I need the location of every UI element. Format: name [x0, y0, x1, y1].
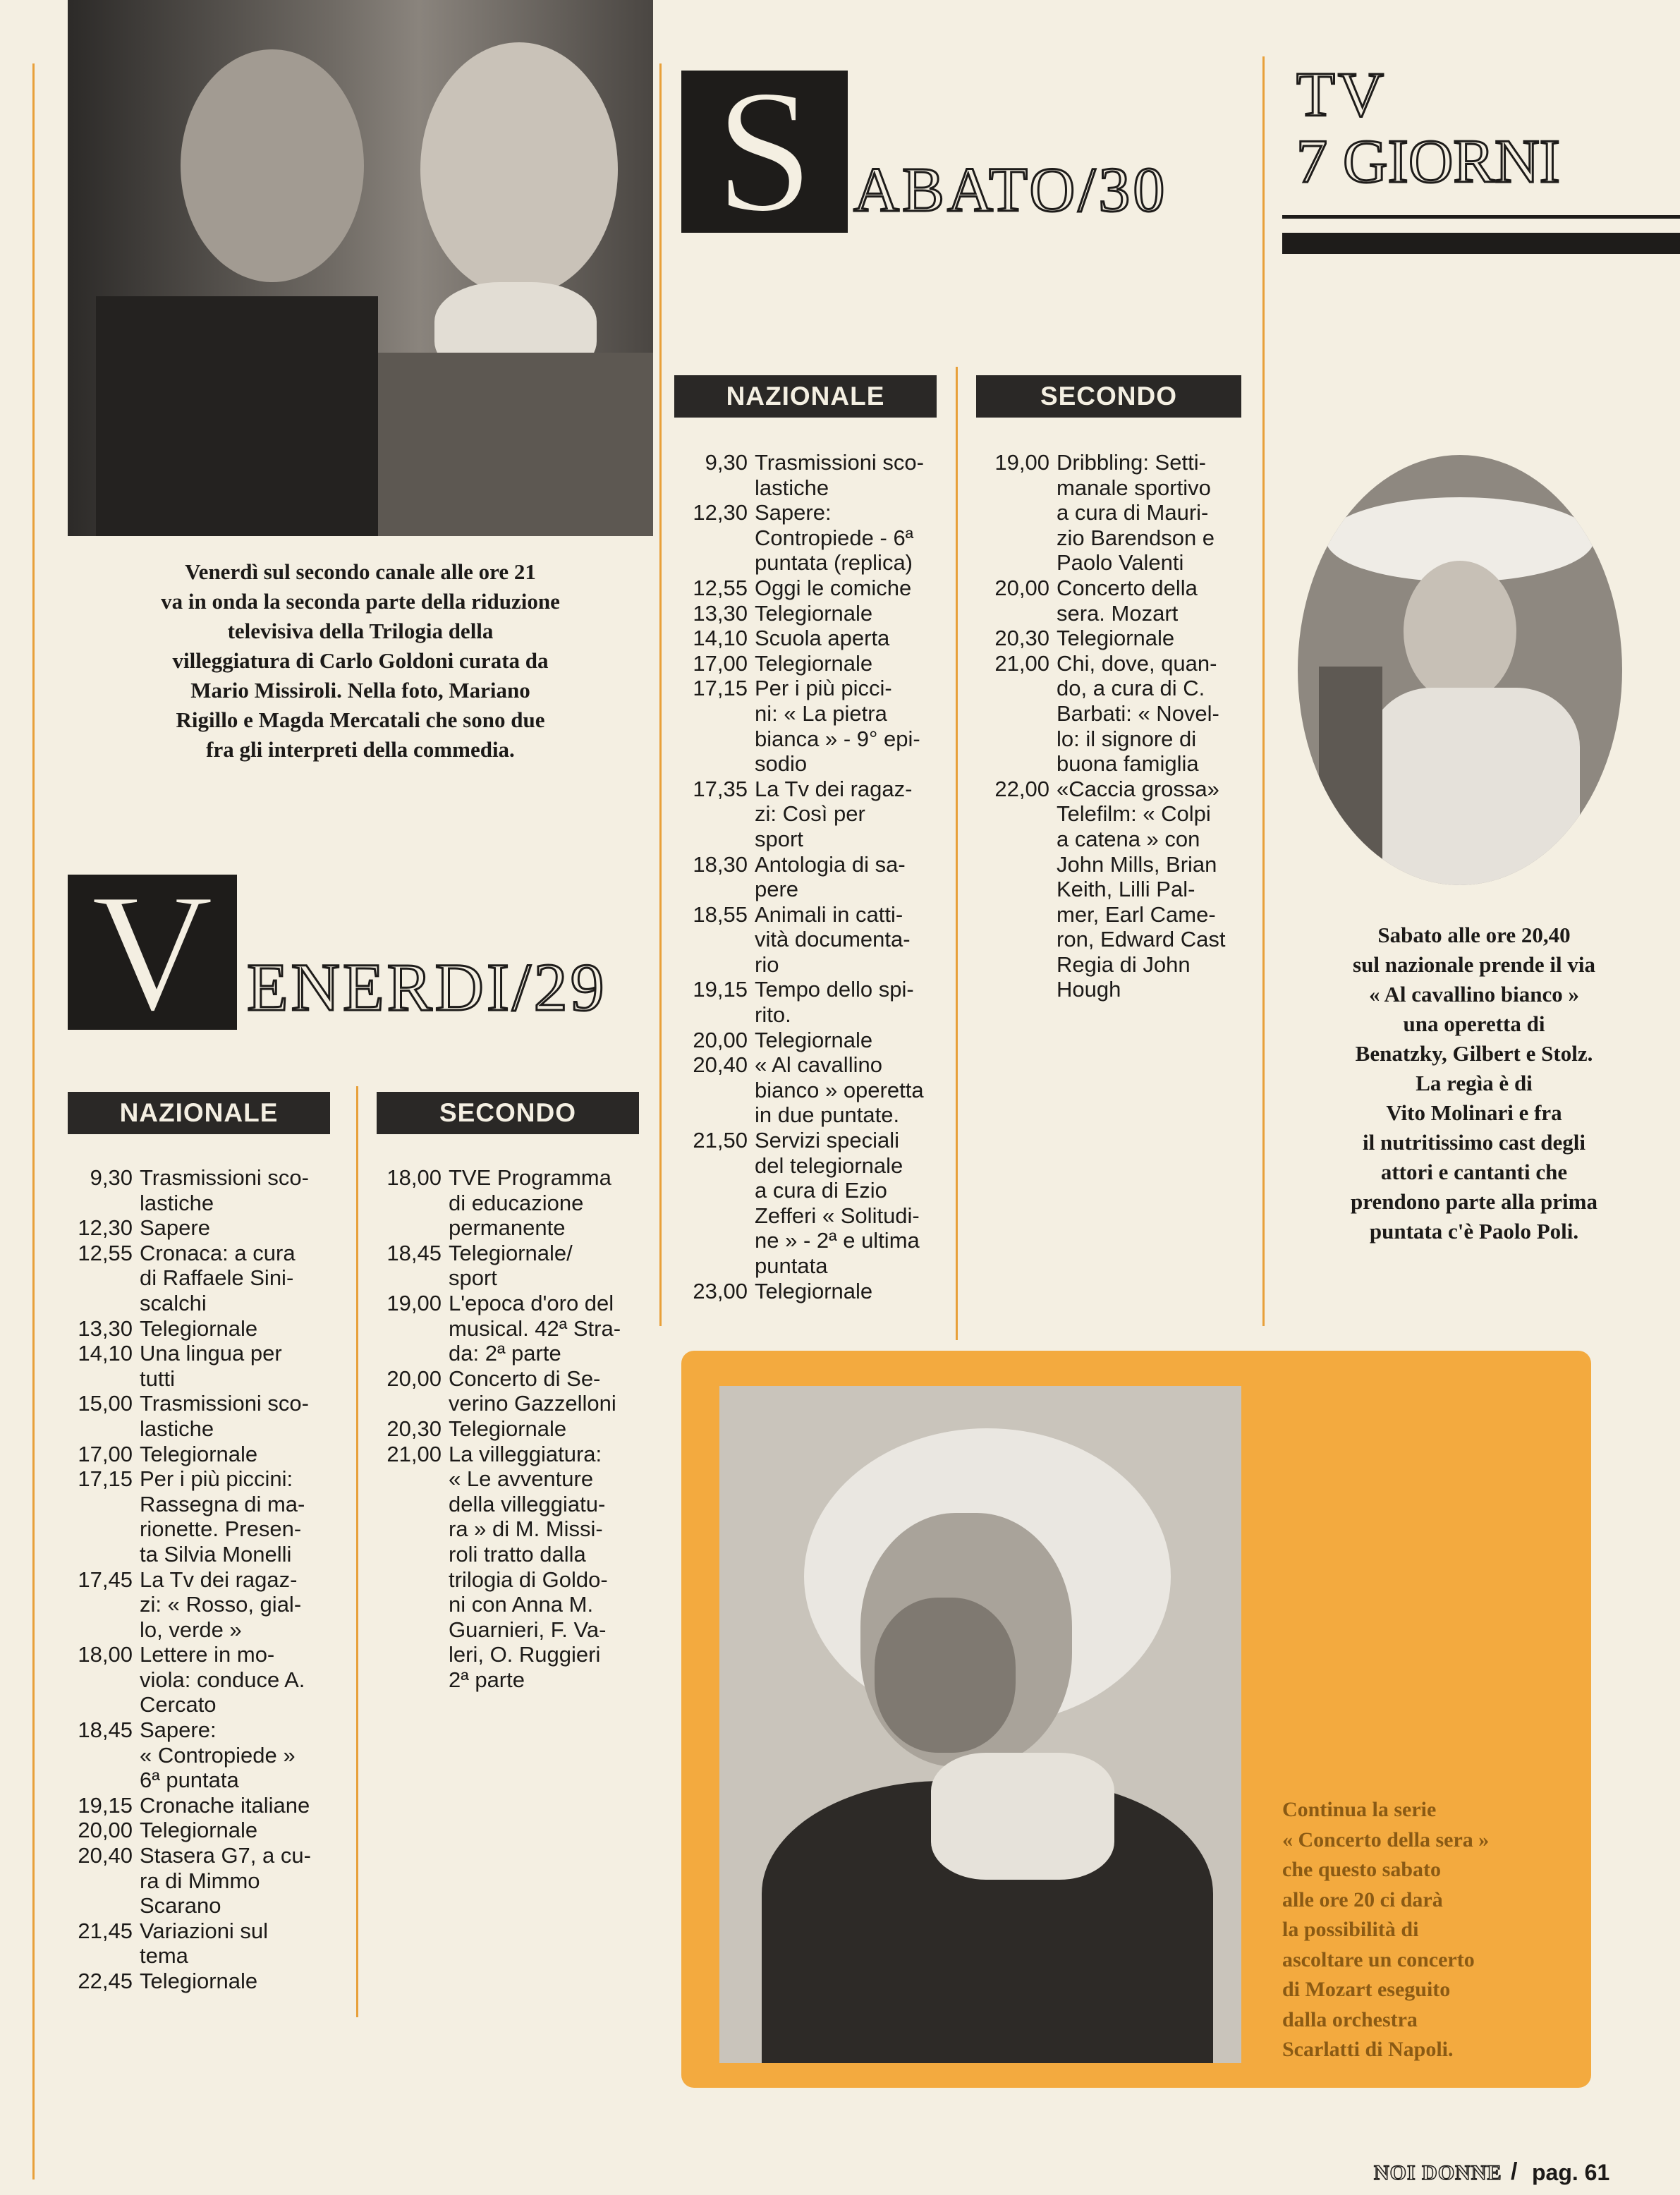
paolo-poli-portrait — [1298, 455, 1622, 885]
program-title: Telegiornale — [140, 1818, 258, 1843]
program-row — [674, 1052, 942, 1128]
program-time: 18,45 — [78, 1717, 133, 1743]
program-title: Telegiornale/ sport — [449, 1240, 573, 1291]
program-title: Telegiornale — [140, 1441, 258, 1466]
program-row — [377, 1366, 642, 1416]
saturday-nazionale-schedule — [674, 450, 942, 1303]
program-row — [976, 651, 1244, 777]
saturday-nazionale-label: NAZIONALE — [674, 375, 937, 418]
masthead-rule-thin — [1282, 215, 1680, 219]
program-time: 20,30 — [994, 626, 1049, 651]
page-number: pag. 61 — [1532, 2160, 1610, 2185]
program-time: 20,00 — [994, 575, 1049, 600]
saturday-secondo-label: SECONDO — [976, 375, 1241, 418]
goldoni-caption: Venerdì sul secondo canale alle ore 21 va in onda la seconda parte della riduzione televisiva della Trilogia della villeggiatura di Carlo Goldoni curata da Mario Missiroli. Nella foto, Mariano Rigillo e Magda Mercatali che sono due fra gli interpreti della commedia. — [161, 559, 560, 762]
program-row — [68, 1567, 340, 1643]
masthead-rule-thick — [1282, 233, 1680, 254]
program-time: 19,00 — [994, 450, 1049, 475]
program-time: 19,15 — [693, 977, 748, 1002]
program-time: 22,00 — [994, 776, 1049, 801]
program-row — [377, 1165, 642, 1241]
program-title: Dribbling: Setti- manale sportivo a cura di Mauri- zio Barendson e Paolo Valenti — [1057, 450, 1215, 576]
program-time: 13,30 — [78, 1315, 133, 1341]
program-row — [674, 676, 942, 776]
program-title: Trasmissioni sco- lastiche — [140, 1165, 309, 1215]
program-time: 21,50 — [693, 1128, 748, 1153]
program-time: 17,00 — [693, 650, 748, 676]
program-row — [674, 1279, 942, 1304]
program-title: Trasmissioni sco- lastiche — [140, 1391, 309, 1441]
goldoni-photo — [68, 0, 653, 536]
program-row — [68, 1466, 340, 1567]
program-row — [68, 1215, 340, 1241]
program-row — [976, 576, 1244, 626]
program-time: 12,30 — [78, 1215, 133, 1241]
program-title: Oggi le comiche — [755, 575, 912, 600]
saturday-secondo-schedule — [976, 450, 1244, 1002]
program-time: 20,00 — [78, 1818, 133, 1843]
masthead-tv: TV — [1296, 60, 1387, 130]
column-rule — [659, 63, 662, 1326]
program-title: Telegiornale — [755, 650, 873, 676]
program-time: 20,00 — [693, 1027, 748, 1052]
program-title: Sapere: « Contropiede » 6ª puntata — [140, 1717, 296, 1793]
program-time: 14,10 — [78, 1341, 133, 1366]
program-row — [68, 1642, 340, 1717]
program-title: Concerto della sera. Mozart — [1057, 575, 1198, 626]
friday-initial: V — [68, 875, 237, 1030]
program-title: Telegiornale — [755, 600, 873, 626]
program-title: « Al cavallino bianco » operetta in due puntate. — [755, 1052, 924, 1128]
program-time: 17,15 — [78, 1466, 133, 1492]
portrait-caption: Sabato alle ore 20,40 sul nazionale prende il via « Al cavallino bianco » una operetta di Benatzky, Gilbert e Stolz. La regìa è di Vito Molinari e fra il nutritissimo cast degli attori e cantanti che prendono parte alla prima puntata c'è Paolo Poli. — [1351, 923, 1597, 1244]
friday-secondo-label: SECONDO — [377, 1092, 639, 1134]
program-row — [674, 576, 942, 601]
program-time: 20,00 — [386, 1366, 442, 1391]
program-row — [674, 626, 942, 651]
program-title: Animali in catti- vità documenta- rio — [755, 901, 911, 977]
program-row — [976, 450, 1244, 576]
program-title: Sapere — [140, 1215, 210, 1241]
program-row — [68, 1843, 340, 1919]
program-time: 18,30 — [693, 851, 748, 877]
program-row — [68, 1316, 340, 1342]
column-rule — [1262, 56, 1265, 1326]
program-time: 17,00 — [78, 1441, 133, 1466]
program-row — [674, 977, 942, 1027]
program-row — [68, 1165, 340, 1215]
program-time: 12,55 — [693, 575, 748, 600]
program-row — [68, 1241, 340, 1316]
column-rule — [956, 367, 958, 1340]
program-time: 23,00 — [693, 1278, 748, 1303]
program-title: Chi, dove, quan- do, a cura di C. Barbati: « Novel- lo: il signore di buona famiglia — [1057, 650, 1219, 777]
friday-title: ENERDI/29 — [247, 949, 607, 1025]
program-title: Sapere: Contropiede - 6ª puntata (replica) — [755, 500, 914, 576]
program-title: Lettere in mo- viola: conduce A. Cercato — [140, 1642, 305, 1717]
program-title: Trasmissioni sco- lastiche — [755, 450, 924, 500]
program-row — [674, 601, 942, 626]
program-time: 15,00 — [78, 1391, 133, 1416]
program-time: 18,45 — [386, 1240, 442, 1265]
program-row — [68, 1341, 340, 1391]
program-row — [68, 1818, 340, 1843]
program-row — [68, 1717, 340, 1793]
program-title: «Caccia grossa» Telefilm: « Colpi a catena » con John Mills, Brian Keith, Lilli Pal- mer, Earl Came- ron, Edward Cast Regia di John Hough — [1057, 776, 1226, 1002]
program-time: 20,40 — [693, 1052, 748, 1078]
program-row — [674, 1128, 942, 1279]
program-time: 22,45 — [78, 1969, 133, 1993]
program-time: 13,30 — [693, 600, 748, 626]
program-row — [976, 777, 1244, 1002]
program-title: Antologia di sa- pere — [755, 851, 906, 902]
program-time: 17,15 — [693, 676, 748, 701]
program-time: 20,40 — [78, 1843, 133, 1868]
program-title: Telegiornale — [140, 1969, 258, 1993]
program-title: Telegiornale — [755, 1278, 873, 1303]
program-title: Tempo dello spi- rito. — [755, 977, 914, 1028]
program-title: Una lingua per tutti — [140, 1341, 282, 1391]
program-row — [674, 450, 942, 500]
program-time: 21,45 — [78, 1918, 133, 1943]
program-title: Scuola aperta — [755, 626, 890, 651]
program-time: 12,30 — [693, 500, 748, 525]
program-row — [68, 1442, 340, 1467]
program-time: 17,35 — [693, 776, 748, 801]
program-title: Cronaca: a cura di Raffaele Sini- scalchi — [140, 1240, 296, 1315]
program-time: 18,00 — [386, 1165, 442, 1190]
program-row — [377, 1291, 642, 1366]
program-row — [377, 1416, 642, 1442]
program-time: 21,00 — [386, 1441, 442, 1466]
program-time: 19,15 — [78, 1792, 133, 1818]
mozart-caption: Continua la serie « Concerto della sera » che questo sabato alle ore 20 ci darà la possibilità di ascoltare un concerto di Mozart eseguito dalla orchestra Scarlatti di Napoli. — [1282, 1798, 1490, 2061]
program-row — [68, 1391, 340, 1441]
program-title: La villeggiatura: « Le avventure della villeggiatu- ra » di M. Missi- roli tratto dalla trilogia di Goldo- ni con Anna M. Guarnieri, F. Va- leri, O. Ruggieri 2ª parte — [449, 1441, 608, 1692]
friday-secondo-schedule — [377, 1165, 642, 1692]
footer-brand: NOI DONNE — [1374, 2161, 1502, 2184]
program-row — [674, 777, 942, 852]
program-row — [674, 1028, 942, 1053]
program-row — [674, 852, 942, 902]
footer-separator: / — [1511, 2158, 1518, 2185]
program-row — [377, 1442, 642, 1693]
column-rule — [32, 63, 35, 2179]
program-row — [68, 1793, 340, 1818]
program-title: Telegiornale — [449, 1416, 567, 1441]
column-rule — [356, 1086, 358, 2017]
program-title: Variazioni sul tema — [140, 1918, 269, 1969]
program-title: La Tv dei ragaz- zi: « Rosso, gial- lo, verde » — [140, 1567, 302, 1642]
program-row — [377, 1241, 642, 1291]
program-title: Telegiornale — [755, 1027, 873, 1052]
program-time: 19,00 — [386, 1290, 442, 1315]
program-time: 18,00 — [78, 1642, 133, 1667]
masthead-7giorni: 7 GIORNI — [1296, 128, 1560, 196]
program-row — [674, 500, 942, 576]
program-row — [68, 1969, 340, 1994]
program-time: 9,30 — [705, 450, 748, 475]
saturday-title: ABATO/30 — [853, 155, 1168, 225]
program-row — [68, 1919, 340, 1969]
program-time: 20,30 — [386, 1416, 442, 1441]
program-title: Cronache italiane — [140, 1792, 310, 1818]
program-time: 9,30 — [90, 1165, 133, 1190]
program-time: 17,45 — [78, 1567, 133, 1592]
program-title: Concerto di Se- verino Gazzelloni — [449, 1366, 616, 1416]
program-title: Stasera G7, a cu- ra di Mimmo Scarano — [140, 1843, 311, 1919]
program-time: 21,00 — [994, 650, 1049, 676]
program-title: Per i più picci- ni: « La pietra bianca » - 9° epi- sodio — [755, 676, 920, 777]
program-title: L'epoca d'oro del musical. 42ª Stra- da: 2ª parte — [449, 1290, 621, 1366]
friday-nazionale-schedule — [68, 1165, 340, 1994]
program-time: 18,55 — [693, 901, 748, 927]
program-title: TVE Programma di educazione permanente — [449, 1165, 611, 1241]
friday-nazionale-label: NAZIONALE — [68, 1092, 330, 1134]
program-title: Per i più piccini: Rassegna di ma- rionette. Presen- ta Silvia Monelli — [140, 1466, 305, 1567]
program-row — [674, 902, 942, 978]
program-time: 12,55 — [78, 1240, 133, 1265]
program-time: 14,10 — [693, 626, 748, 651]
program-title: Telegiornale — [1057, 626, 1175, 651]
program-row — [976, 626, 1244, 651]
program-title: La Tv dei ragaz- zi: Così per sport — [755, 776, 913, 851]
saturday-initial: S — [681, 71, 848, 233]
program-title: Telegiornale — [140, 1315, 258, 1341]
program-row — [674, 651, 942, 676]
program-title: Servizi speciali del telegiornale a cura di Ezio Zefferi « Solitudi- ne » - 2ª e ultima puntata — [755, 1128, 920, 1278]
mozart-portrait — [719, 1386, 1241, 2063]
